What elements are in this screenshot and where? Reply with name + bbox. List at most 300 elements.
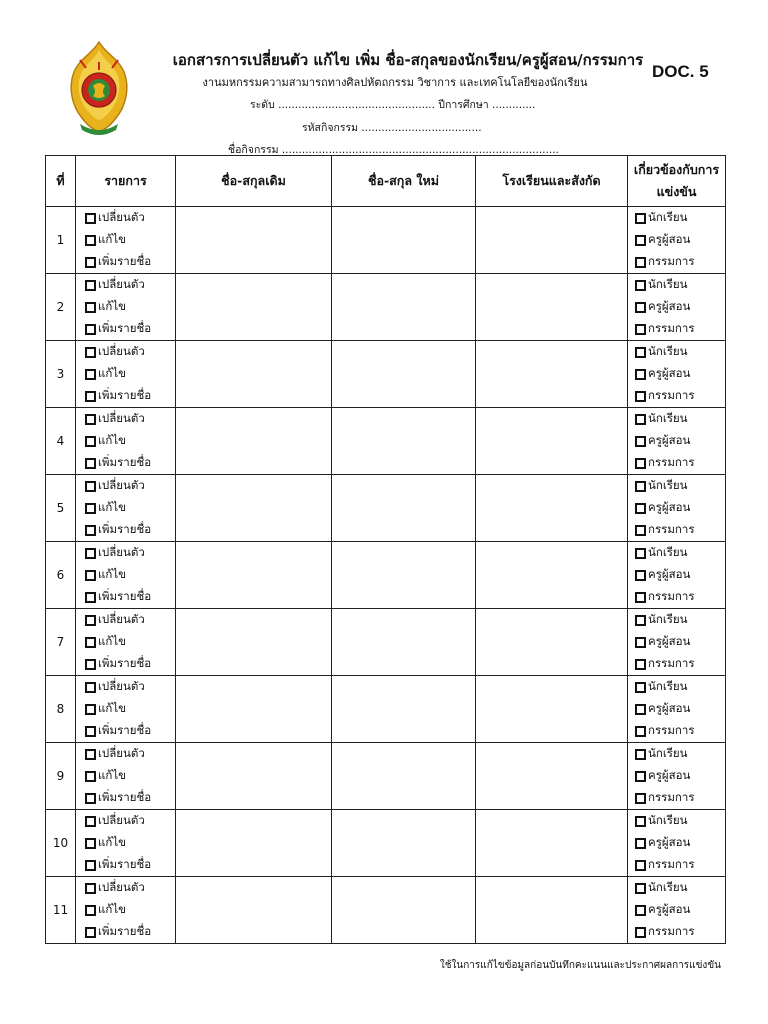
role-option-label: กรรมการ [648,455,695,469]
new-name-cell[interactable] [332,877,476,944]
checkbox-icon[interactable] [85,548,96,559]
change-type-options [76,408,175,474]
change-type-option[interactable] [85,698,175,720]
role-option[interactable] [635,854,725,876]
change-type-option[interactable] [85,318,175,340]
role-option[interactable] [635,832,725,854]
new-name-cell[interactable] [332,274,476,341]
checkbox-icon[interactable] [635,615,646,626]
checkbox-icon[interactable] [635,749,646,760]
role-cell [628,542,726,609]
role-options [628,341,725,407]
checkbox-icon[interactable] [635,793,646,804]
role-option-label: ครูผู้สอน [648,366,691,380]
school-cell[interactable] [476,542,628,609]
role-cell [628,274,726,341]
role-option[interactable] [635,363,725,385]
change-type-option-label: เปลี่ยนตัว [98,813,145,827]
change-type-options [76,475,175,541]
change-type-option-label: เปลี่ยนตัว [98,344,145,358]
role-option[interactable] [635,385,725,407]
role-option[interactable] [635,564,725,586]
change-type-option-label: แก้ไข [98,902,127,916]
table-row [46,408,726,475]
role-option-label: กรรมการ [648,589,695,603]
change-type-options [76,676,175,742]
role-option-label: ครูผู้สอน [648,634,691,648]
row-number: 3 [46,341,76,408]
role-options [628,609,725,675]
change-type-option-label: แก้ไข [98,232,127,246]
checkbox-icon[interactable] [85,481,96,492]
checkbox-icon[interactable] [635,883,646,894]
role-option-label: กรรมการ [648,924,695,938]
role-option[interactable] [635,921,725,943]
change-type-option[interactable] [85,229,175,251]
row-number: 9 [46,743,76,810]
role-option-label: กรรมการ [648,254,695,268]
old-name-cell[interactable] [176,542,332,609]
old-name-cell[interactable] [176,810,332,877]
change-type-option[interactable] [85,341,175,363]
change-type-options [76,810,175,876]
change-type-option-label: เพิ่มรายชื่อ [98,455,152,469]
document-subtitle: งานมหกรรมความสามารถทางศิลปหัตถกรรม วิชาการ และเทคโนโลยีของนักเรียน [202,76,588,89]
school-cell[interactable] [476,274,628,341]
role-cell [628,475,726,542]
role-option[interactable] [635,251,725,273]
role-option[interactable] [635,475,725,497]
role-option-label: ครูผู้สอน [648,232,691,246]
row-number: 10 [46,810,76,877]
table-row [46,341,726,408]
role-option-label: กรรมการ [648,522,695,536]
checkbox-icon[interactable] [635,548,646,559]
change-type-cell [76,609,176,676]
role-option[interactable] [635,720,725,742]
new-name-cell[interactable] [332,743,476,810]
row-number: 1 [46,207,76,274]
school-cell[interactable] [476,609,628,676]
header-old-name: ชื่อ-สกุลเดิม [176,156,332,207]
change-request-table [45,155,726,944]
row-number: 6 [46,542,76,609]
checkbox-icon[interactable] [85,637,96,648]
school-cell[interactable] [476,810,628,877]
role-option[interactable] [635,408,725,430]
checkbox-icon[interactable] [85,503,96,514]
old-name-cell[interactable] [176,341,332,408]
checkbox-icon[interactable] [635,347,646,358]
change-type-option-label: เพิ่มรายชื่อ [98,589,152,603]
role-cell [628,408,726,475]
role-options [628,877,725,943]
obec-emblem-logo [66,40,132,140]
change-type-option[interactable] [85,430,175,452]
change-type-option[interactable] [85,452,175,474]
checkbox-icon[interactable] [85,257,96,268]
role-option[interactable] [635,631,725,653]
checkbox-icon[interactable] [635,525,646,536]
old-name-cell[interactable] [176,274,332,341]
role-option-label: นักเรียน [648,746,688,760]
role-option-label: กรรมการ [648,790,695,804]
role-option-label: ครูผู้สอน [648,835,691,849]
role-option[interactable] [635,497,725,519]
checkbox-icon[interactable] [85,704,96,715]
change-type-option[interactable] [85,676,175,698]
row-number: 5 [46,475,76,542]
change-type-option[interactable] [85,207,175,229]
table-row [46,676,726,743]
change-type-option[interactable] [85,631,175,653]
change-type-option-label: เปลี่ยนตัว [98,612,145,626]
role-option-label: กรรมการ [648,388,695,402]
role-option[interactable] [635,229,725,251]
change-type-option-label: เปลี่ยนตัว [98,679,145,693]
change-type-option-label: เปลี่ยนตัว [98,746,145,760]
role-option[interactable] [635,653,725,675]
table-row [46,207,726,274]
role-options [628,207,725,273]
role-option[interactable] [635,586,725,608]
change-type-option[interactable] [85,408,175,430]
change-type-option[interactable] [85,475,175,497]
role-option-label: นักเรียน [648,880,688,894]
role-cell [628,341,726,408]
checkbox-icon[interactable] [635,771,646,782]
change-type-option-label: เพิ่มรายชื่อ [98,388,152,402]
table-row [46,609,726,676]
checkbox-icon[interactable] [635,213,646,224]
header-new-name: ชื่อ-สกุล ใหม่ [332,156,476,207]
checkbox-icon[interactable] [85,838,96,849]
checkbox-icon[interactable] [85,324,96,335]
checkbox-icon[interactable] [635,503,646,514]
checkbox-icon[interactable] [85,749,96,760]
checkbox-icon[interactable] [635,235,646,246]
change-type-option-label: แก้ไข [98,835,127,849]
change-type-option-label: แก้ไข [98,567,127,581]
table-row [46,810,726,877]
checkbox-icon[interactable] [635,280,646,291]
role-option[interactable] [635,787,725,809]
role-option-label: กรรมการ [648,857,695,871]
role-option[interactable] [635,318,725,340]
change-type-option[interactable] [85,497,175,519]
role-option[interactable] [635,765,725,787]
role-options [628,743,725,809]
role-option-label: ครูผู้สอน [648,433,691,447]
role-option[interactable] [635,430,725,452]
table-row [46,274,726,341]
row-number: 7 [46,609,76,676]
row-number: 11 [46,877,76,944]
change-type-option-label: แก้ไข [98,768,127,782]
change-type-option-label: แก้ไข [98,701,127,715]
checkbox-icon[interactable] [85,592,96,603]
checkbox-icon[interactable] [85,391,96,402]
change-type-option-label: เปลี่ยนตัว [98,210,145,224]
role-option-label: ครูผู้สอน [648,768,691,782]
change-type-option-label: เพิ่มรายชื่อ [98,321,152,335]
checkbox-icon[interactable] [85,816,96,827]
checkbox-icon[interactable] [635,860,646,871]
old-name-cell[interactable] [176,408,332,475]
old-name-cell[interactable] [176,743,332,810]
checkbox-icon[interactable] [635,324,646,335]
checkbox-icon[interactable] [635,302,646,313]
change-type-option[interactable] [85,385,175,407]
checkbox-icon[interactable] [85,213,96,224]
role-option[interactable] [635,452,725,474]
role-option-label: กรรมการ [648,656,695,670]
checkbox-icon[interactable] [85,436,96,447]
role-options [628,542,725,608]
role-cell [628,676,726,743]
checkbox-icon[interactable] [85,280,96,291]
activity-name-field[interactable]: ชื่อกิจกรรม ................................................................................... [228,144,559,156]
change-type-option[interactable] [85,720,175,742]
change-type-option[interactable] [85,296,175,318]
change-type-option-label: เพิ่มรายชื่อ [98,522,152,536]
change-type-option-label: เพิ่มรายชื่อ [98,924,152,938]
change-type-cell [76,743,176,810]
role-option-label: นักเรียน [648,813,688,827]
new-name-cell[interactable] [332,810,476,877]
role-option-label: กรรมการ [648,723,695,737]
checkbox-icon[interactable] [635,637,646,648]
checkbox-icon[interactable] [635,391,646,402]
checkbox-icon[interactable] [635,704,646,715]
role-option-label: นักเรียน [648,545,688,559]
table-header-row [46,156,726,207]
change-type-option-label: แก้ไข [98,366,127,380]
role-cell [628,743,726,810]
change-type-options [76,341,175,407]
checkbox-icon[interactable] [85,793,96,804]
change-type-option-label: แก้ไข [98,433,127,447]
checkbox-icon[interactable] [85,905,96,916]
checkbox-icon[interactable] [85,369,96,380]
role-option[interactable] [635,274,725,296]
role-option[interactable] [635,519,725,541]
checkbox-icon[interactable] [85,615,96,626]
document-title: เอกสารการเปลี่ยนตัว แก้ไข เพิ่ม ชื่อ-สกุลของนักเรียน/ครูผู้สอน/กรรมการ [172,51,644,69]
checkbox-icon[interactable] [635,816,646,827]
checkbox-icon[interactable] [85,414,96,425]
change-type-option[interactable] [85,519,175,541]
checkbox-icon[interactable] [635,726,646,737]
activity-code-field[interactable]: รหัสกิจกรรม .................................... [302,122,482,134]
change-type-option[interactable] [85,832,175,854]
change-type-option[interactable] [85,609,175,631]
role-option-label: นักเรียน [648,679,688,693]
role-option[interactable] [635,676,725,698]
change-type-cell [76,207,176,274]
checkbox-icon[interactable] [85,570,96,581]
checkbox-icon[interactable] [635,369,646,380]
old-name-cell[interactable] [176,877,332,944]
checkbox-icon[interactable] [635,414,646,425]
change-type-cell [76,542,176,609]
table-row [46,542,726,609]
change-type-cell [76,877,176,944]
change-type-option-label: เพิ่มรายชื่อ [98,857,152,871]
checkbox-icon[interactable] [635,436,646,447]
change-type-option[interactable] [85,586,175,608]
change-type-option[interactable] [85,899,175,921]
role-options [628,274,725,340]
change-type-option-label: เพิ่มรายชื่อ [98,790,152,804]
old-name-cell[interactable] [176,475,332,542]
change-type-option[interactable] [85,787,175,809]
new-name-cell[interactable] [332,609,476,676]
change-type-cell [76,676,176,743]
change-type-options [76,743,175,809]
change-type-option[interactable] [85,542,175,564]
new-name-cell[interactable] [332,676,476,743]
role-option-label: ครูผู้สอน [648,701,691,715]
checkbox-icon[interactable] [85,927,96,938]
checkbox-icon[interactable] [635,927,646,938]
row-number: 2 [46,274,76,341]
role-option-label: นักเรียน [648,478,688,492]
old-name-cell[interactable] [176,207,332,274]
role-cell [628,609,726,676]
change-type-option-label: แก้ไข [98,500,127,514]
school-cell[interactable] [476,877,628,944]
change-type-option[interactable] [85,854,175,876]
change-type-option[interactable] [85,810,175,832]
checkbox-icon[interactable] [635,458,646,469]
change-type-option-label: เพิ่มรายชื่อ [98,254,152,268]
change-type-option-label: เปลี่ยนตัว [98,277,145,291]
row-number: 8 [46,676,76,743]
change-type-options [76,877,175,943]
change-type-option[interactable] [85,765,175,787]
new-name-cell[interactable] [332,341,476,408]
change-type-option[interactable] [85,877,175,899]
role-option[interactable] [635,743,725,765]
checkbox-icon[interactable] [635,905,646,916]
checkbox-icon[interactable] [85,860,96,871]
checkbox-icon[interactable] [635,570,646,581]
role-option[interactable] [635,542,725,564]
change-type-options [76,542,175,608]
role-cell [628,207,726,274]
change-type-option[interactable] [85,743,175,765]
role-option-label: นักเรียน [648,411,688,425]
school-cell[interactable] [476,676,628,743]
checkbox-icon[interactable] [85,525,96,536]
checkbox-icon[interactable] [635,838,646,849]
role-option[interactable] [635,899,725,921]
role-option-label: ครูผู้สอน [648,567,691,581]
change-type-options [76,274,175,340]
change-type-cell [76,408,176,475]
role-option-label: นักเรียน [648,344,688,358]
change-type-option[interactable] [85,921,175,943]
change-type-option-label: เปลี่ยนตัว [98,411,145,425]
change-type-option[interactable] [85,274,175,296]
checkbox-icon[interactable] [85,771,96,782]
change-type-option[interactable] [85,653,175,675]
new-name-cell[interactable] [332,207,476,274]
change-type-option-label: เพิ่มรายชื่อ [98,723,152,737]
header-school: โรงเรียนและสังกัด [476,156,628,207]
change-type-option[interactable] [85,363,175,385]
school-cell[interactable] [476,207,628,274]
checkbox-icon[interactable] [85,883,96,894]
school-cell[interactable] [476,408,628,475]
checkbox-icon[interactable] [635,257,646,268]
checkbox-icon[interactable] [85,235,96,246]
change-type-option[interactable] [85,564,175,586]
role-option[interactable] [635,698,725,720]
checkbox-icon[interactable] [635,659,646,670]
checkbox-icon[interactable] [85,302,96,313]
role-option-label: ครูผู้สอน [648,299,691,313]
role-option[interactable] [635,609,725,631]
checkbox-icon[interactable] [85,726,96,737]
school-cell[interactable] [476,341,628,408]
role-options [628,475,725,541]
checkbox-icon[interactable] [85,659,96,670]
change-type-option-label: แก้ไข [98,299,127,313]
role-option[interactable] [635,341,725,363]
change-type-option-label: เปลี่ยนตัว [98,880,145,894]
change-type-option[interactable] [85,251,175,273]
checkbox-icon[interactable] [85,458,96,469]
footnote: ใช้ในการแก้ไขข้อมูลก่อนบันทึกคะแนนและประกาศผลการแข่งขัน [439,960,721,971]
checkbox-icon[interactable] [635,481,646,492]
role-cell [628,810,726,877]
role-option[interactable] [635,207,725,229]
old-name-cell[interactable] [176,609,332,676]
role-option-label: นักเรียน [648,612,688,626]
checkbox-icon[interactable] [635,682,646,693]
role-option[interactable] [635,877,725,899]
table-row [46,743,726,810]
role-options [628,810,725,876]
row-number: 4 [46,408,76,475]
new-name-cell[interactable] [332,408,476,475]
role-option[interactable] [635,810,725,832]
change-type-option-label: เพิ่มรายชื่อ [98,656,152,670]
checkbox-icon[interactable] [85,682,96,693]
checkbox-icon[interactable] [635,592,646,603]
table-row [46,475,726,542]
role-option-label: นักเรียน [648,277,688,291]
role-option[interactable] [635,296,725,318]
school-cell[interactable] [476,743,628,810]
change-type-option-label: เปลี่ยนตัว [98,545,145,559]
role-option-label: กรรมการ [648,321,695,335]
checkbox-icon[interactable] [85,347,96,358]
new-name-cell[interactable] [332,475,476,542]
doc-number: DOC. 5 [652,62,709,81]
role-options [628,676,725,742]
role-cell [628,877,726,944]
old-name-cell[interactable] [176,676,332,743]
role-option-label: ครูผู้สอน [648,902,691,916]
role-option-label: นักเรียน [648,210,688,224]
change-type-options [76,207,175,273]
school-cell[interactable] [476,475,628,542]
new-name-cell[interactable] [332,542,476,609]
level-year-field[interactable]: ระดับ ............................................... ปีการศึกษา ............. [250,99,536,111]
